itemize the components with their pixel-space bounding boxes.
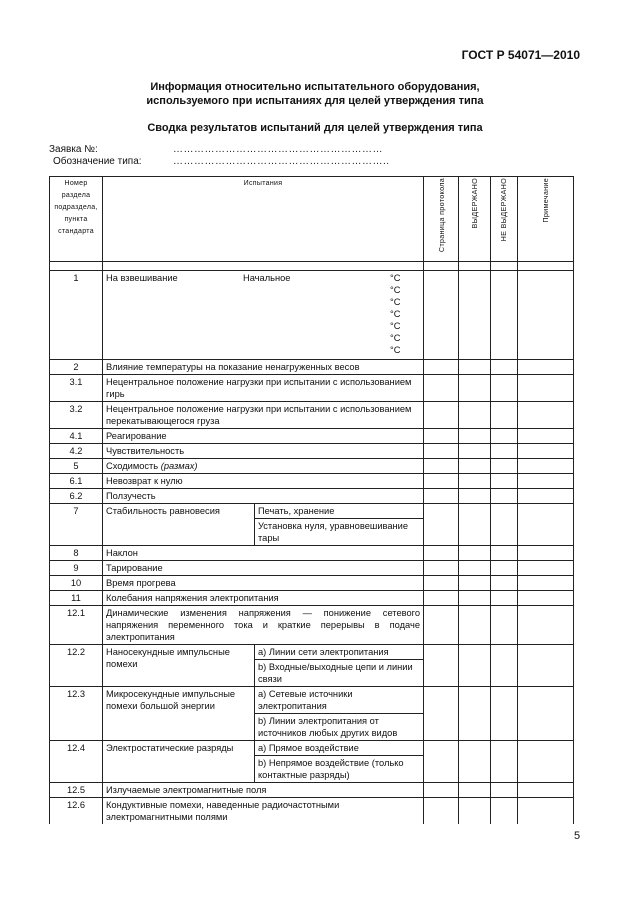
- cell-failed[interactable]: [491, 459, 518, 474]
- cell-page[interactable]: [424, 402, 459, 429]
- row-test: Ползучесть: [103, 489, 424, 504]
- row-test: Влияние температуры на показание ненагруженных весов: [103, 360, 424, 375]
- table-row: [50, 459, 574, 474]
- row-number: 6.2: [50, 489, 103, 504]
- cell-failed[interactable]: [491, 375, 518, 402]
- cell-passed[interactable]: [459, 474, 491, 489]
- row-test: Чувствительность: [103, 444, 424, 459]
- cell-note[interactable]: [518, 687, 574, 741]
- cell-page[interactable]: [424, 561, 459, 576]
- row-test: Колебания напряжения электропитания: [103, 591, 424, 606]
- cell-page[interactable]: [424, 444, 459, 459]
- cell-page[interactable]: [424, 687, 459, 741]
- table-row: [50, 576, 574, 591]
- cell-passed[interactable]: [459, 783, 491, 798]
- cell-page[interactable]: [424, 741, 459, 783]
- cell-page[interactable]: [424, 798, 459, 825]
- cell-note[interactable]: [518, 402, 574, 429]
- title-line-2: используемого при испытаниях для целей утверждения типа: [146, 95, 484, 107]
- row-test-name: Микросекундные импульсные помехи большой энергии: [106, 689, 236, 711]
- row-test-mode: Начальное: [243, 273, 291, 283]
- table-row: [50, 783, 574, 798]
- unit: °С: [390, 321, 401, 331]
- cell-page[interactable]: [424, 360, 459, 375]
- units-list: [390, 272, 400, 356]
- row-test: Нецентральное положение нагрузки при испытании с использованием перекатывающегося груза: [103, 402, 424, 429]
- summary-title: Сводка результатов испытаний для целей утверждения типа: [147, 122, 483, 134]
- table-row: [50, 741, 574, 783]
- row-test: Динамические изменения напряжения — понижение сетевого напряжения переменного тока и краткие перерывы в подаче электропитания: [103, 606, 424, 645]
- cell-note[interactable]: [518, 489, 574, 504]
- sub-item: b) Непрямое воздействие (только контактные разряды): [255, 755, 423, 782]
- row-test-name: На взвешивание: [106, 273, 178, 283]
- cell-note[interactable]: [518, 546, 574, 561]
- table-row: [50, 489, 574, 504]
- row-number: 8: [50, 546, 103, 561]
- cell-failed[interactable]: [491, 576, 518, 591]
- cell-failed[interactable]: [491, 360, 518, 375]
- row-number: 4.2: [50, 444, 103, 459]
- row-test: [103, 271, 424, 360]
- cell-passed[interactable]: [459, 429, 491, 444]
- row-test-name: Стабильность равновесия: [106, 506, 220, 516]
- row-test: Время прогрева: [103, 576, 424, 591]
- table-row: [50, 429, 574, 444]
- unit: °С: [390, 285, 401, 295]
- cell-passed[interactable]: [459, 489, 491, 504]
- cell-failed[interactable]: [491, 271, 518, 360]
- row-test: Невозврат к нулю: [103, 474, 424, 489]
- cell-failed[interactable]: [491, 606, 518, 645]
- table-row: [50, 360, 574, 375]
- row-number: 3.1: [50, 375, 103, 402]
- cell-failed[interactable]: [491, 798, 518, 825]
- cell-failed[interactable]: [491, 645, 518, 687]
- row-number: 12.3: [50, 687, 103, 741]
- row-number: 3.2: [50, 402, 103, 429]
- cell-failed[interactable]: [491, 402, 518, 429]
- cell-note[interactable]: [518, 444, 574, 459]
- table-row: [50, 375, 574, 402]
- cell-passed[interactable]: [459, 687, 491, 741]
- row-number: 12.5: [50, 783, 103, 798]
- cell-note[interactable]: [518, 561, 574, 576]
- cell-page[interactable]: [424, 546, 459, 561]
- cell-passed[interactable]: [459, 375, 491, 402]
- cell-failed[interactable]: [491, 687, 518, 741]
- cell-passed[interactable]: [459, 591, 491, 606]
- cell-failed[interactable]: [491, 591, 518, 606]
- row-number: 2: [50, 360, 103, 375]
- cell-page[interactable]: [424, 489, 459, 504]
- col-note: Примечание: [518, 177, 574, 262]
- cell-failed[interactable]: [491, 489, 518, 504]
- type-field[interactable]: ……………………………………………………..: [173, 156, 390, 167]
- row-number: 5: [50, 459, 103, 474]
- col-tests: Испытания: [103, 177, 424, 262]
- sub-item: Печать, хранение: [258, 506, 335, 516]
- cell-note[interactable]: [518, 474, 574, 489]
- row-number: 11: [50, 591, 103, 606]
- cell-passed[interactable]: [459, 360, 491, 375]
- table-row: [50, 687, 574, 741]
- title-line-1: Информация относительно испытательного оборудования,: [150, 81, 480, 93]
- cell-note[interactable]: [518, 360, 574, 375]
- row-test: [103, 504, 424, 546]
- table-row: [50, 798, 574, 825]
- cell-page[interactable]: [424, 591, 459, 606]
- application-field[interactable]: ……………………………………………………: [173, 144, 383, 155]
- unit: °С: [390, 297, 401, 307]
- cell-page[interactable]: [424, 504, 459, 546]
- cell-failed[interactable]: [491, 474, 518, 489]
- table-row: [50, 402, 574, 429]
- cell-passed[interactable]: [459, 798, 491, 825]
- table-row: [50, 444, 574, 459]
- standard-code: ГОСТ Р 54071—2010: [461, 48, 580, 62]
- table-row: [50, 606, 574, 645]
- cell-failed[interactable]: [491, 783, 518, 798]
- table-row: [50, 474, 574, 489]
- row-number: 12.2: [50, 645, 103, 687]
- cell-note[interactable]: [518, 798, 574, 825]
- cell-failed[interactable]: [491, 741, 518, 783]
- table-row: [50, 561, 574, 576]
- cell-page[interactable]: [424, 783, 459, 798]
- row-number: 12.6: [50, 798, 103, 825]
- title-equipment: [0, 80, 630, 108]
- row-test: Кондуктивные помехи, наведенные радиочастотными электромагнитными полями: [103, 798, 424, 825]
- cell-failed[interactable]: [491, 504, 518, 546]
- cell-passed[interactable]: [459, 504, 491, 546]
- cell-page[interactable]: [424, 459, 459, 474]
- sub-item: а) Сетевые источники электропитания: [258, 689, 353, 711]
- cell-passed[interactable]: [459, 606, 491, 645]
- row-test: Нецентральное положение нагрузки при испытании с использованием гирь: [103, 375, 424, 402]
- page-number: 5: [574, 830, 581, 842]
- table-header: [50, 177, 574, 262]
- cell-passed[interactable]: [459, 561, 491, 576]
- sub-item: b) Входные/выходные цепи и линии связи: [255, 659, 423, 686]
- cell-note[interactable]: [518, 375, 574, 402]
- cell-note[interactable]: [518, 591, 574, 606]
- table-row: [50, 504, 574, 546]
- table-row: [50, 591, 574, 606]
- cell-page[interactable]: [424, 576, 459, 591]
- cell-failed[interactable]: [491, 444, 518, 459]
- cell-passed[interactable]: [459, 645, 491, 687]
- col-number: Номер раздела подраздела, пункта стандарта: [50, 177, 103, 262]
- row-number: 1: [50, 271, 103, 360]
- col-page: Страница протокола: [424, 177, 459, 262]
- cell-note[interactable]: [518, 576, 574, 591]
- row-test: [103, 687, 424, 741]
- row-test: Сходимость (размах): [103, 459, 424, 474]
- cell-page[interactable]: [424, 271, 459, 360]
- cell-note[interactable]: [518, 271, 574, 360]
- row-test-name: Электростатические разряды: [106, 743, 234, 753]
- row-number: 12.1: [50, 606, 103, 645]
- row-test: Наклон: [103, 546, 424, 561]
- table-row: [50, 271, 574, 360]
- cell-note[interactable]: [518, 429, 574, 444]
- row-test: [103, 741, 424, 783]
- cell-passed[interactable]: [459, 546, 491, 561]
- cell-passed[interactable]: [459, 271, 491, 360]
- unit: °С: [390, 273, 401, 283]
- row-number: 9: [50, 561, 103, 576]
- cell-page[interactable]: [424, 375, 459, 402]
- row-number: 12.4: [50, 741, 103, 783]
- cell-note[interactable]: [518, 783, 574, 798]
- sub-item: а) Линии сети электропитания: [258, 647, 389, 657]
- row-number: 7: [50, 504, 103, 546]
- cell-passed[interactable]: [459, 741, 491, 783]
- row-test: Тарирование: [103, 561, 424, 576]
- row-number: 4.1: [50, 429, 103, 444]
- unit: °С: [390, 345, 401, 355]
- col-failed: НЕ ВЫДЕРЖАНО: [491, 177, 518, 262]
- cell-failed[interactable]: [491, 429, 518, 444]
- table-row: [50, 645, 574, 687]
- application-label: Заявка №:: [49, 144, 98, 155]
- sub-item: Установка нуля, уравновешивание тары: [255, 518, 423, 545]
- cell-passed[interactable]: [459, 444, 491, 459]
- cell-note[interactable]: [518, 741, 574, 783]
- cell-page[interactable]: [424, 429, 459, 444]
- row-number: 10: [50, 576, 103, 591]
- type-label: Обозначение типа:: [53, 156, 142, 167]
- unit: °С: [390, 309, 401, 319]
- col-passed: ВЫДЕРЖАНО: [459, 177, 491, 262]
- sub-item: а) Прямое воздействие: [258, 743, 359, 753]
- cell-note[interactable]: [518, 459, 574, 474]
- cell-failed[interactable]: [491, 561, 518, 576]
- cell-page[interactable]: [424, 474, 459, 489]
- cell-failed[interactable]: [491, 546, 518, 561]
- cell-page[interactable]: [424, 645, 459, 687]
- cell-note[interactable]: [518, 645, 574, 687]
- row-test: [103, 645, 424, 687]
- cell-passed[interactable]: [459, 459, 491, 474]
- row-number: 6.1: [50, 474, 103, 489]
- cell-note[interactable]: [518, 504, 574, 546]
- row-test: Реагирование: [103, 429, 424, 444]
- results-table: [49, 176, 574, 824]
- cell-passed[interactable]: [459, 402, 491, 429]
- unit: °С: [390, 333, 401, 343]
- row-test-name: Наносекундные импульсные помехи: [106, 647, 230, 669]
- cell-note[interactable]: [518, 606, 574, 645]
- sub-item: b) Линии электропитания от источников любых других видов: [255, 713, 423, 740]
- table-row: [50, 546, 574, 561]
- cell-page[interactable]: [424, 606, 459, 645]
- row-test: Излучаемые электромагнитные поля: [103, 783, 424, 798]
- cell-passed[interactable]: [459, 576, 491, 591]
- row-test-extra: (размах): [160, 461, 198, 471]
